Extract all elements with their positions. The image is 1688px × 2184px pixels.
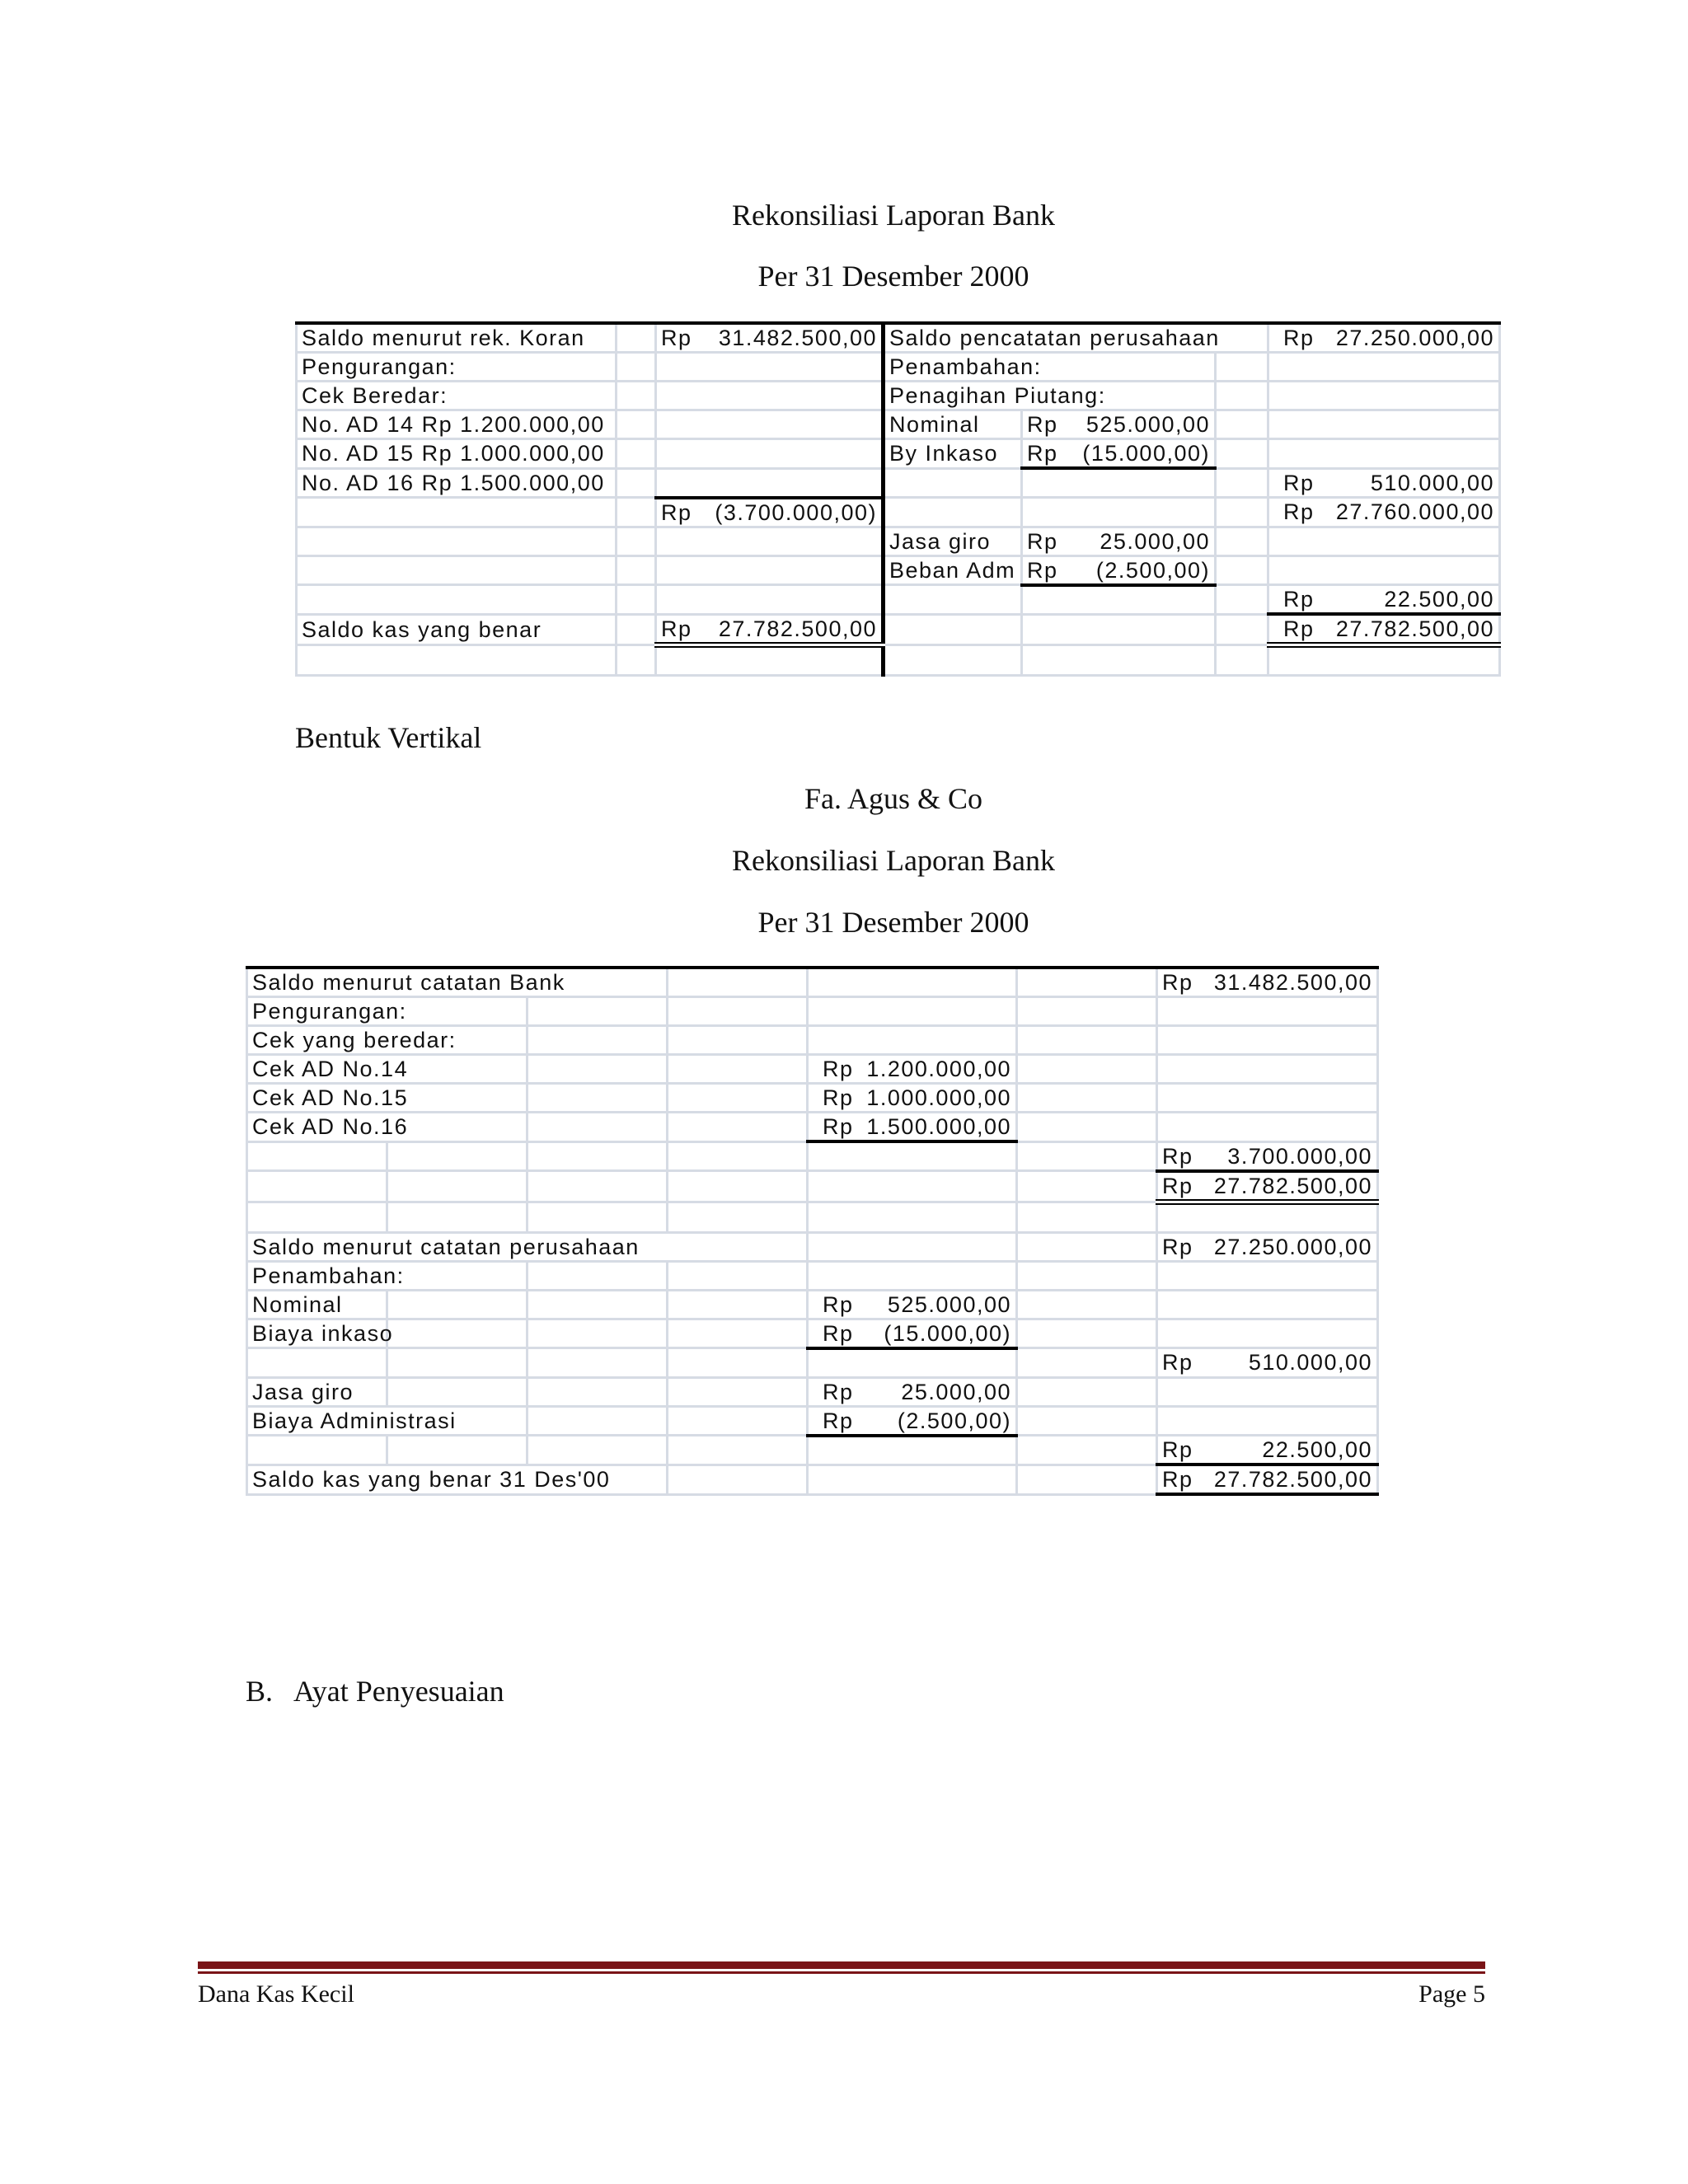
table-row: No. AD 14 Rp 1.200.000,00 Nominal Rp 525.000,00 xyxy=(297,410,1500,439)
table-row: Biaya Administrasi Rp (2.500,00) xyxy=(247,1406,1378,1436)
pengurangan-label: Pengurangan: xyxy=(247,997,528,1026)
left-saldo-benar-label: Saldo kas yang benar xyxy=(297,614,617,645)
cek15-amount: 1.000.000,00 xyxy=(866,1085,1011,1110)
table-row: Cek AD No.14 Rp 1.200.000,00 xyxy=(247,1055,1378,1084)
nominal-amount: 525.000,00 xyxy=(887,1291,1011,1317)
jasa-amount: 25.000,00 xyxy=(901,1379,1011,1404)
table-row: No. AD 15 Rp 1.000.000,00 By Inkaso Rp (15.000,00) xyxy=(297,439,1500,469)
saldo-perusahaan-label: Saldo menurut catatan perusahaan xyxy=(247,1232,808,1261)
left-cek-beredar: Cek Beredar: xyxy=(297,382,617,410)
right-subtotal2: 22.500,00 xyxy=(1384,587,1494,612)
saldo-bank-amount: 31.482.500,00 xyxy=(1213,970,1372,995)
table-row xyxy=(247,1026,1378,1055)
right-jasa-amount: 25.000,00 xyxy=(1100,528,1210,554)
table-row: Saldo kas yang benar 31 Des'00 Rp 27.782.500,00 xyxy=(247,1465,1378,1494)
right-nominal-amount: 525.000,00 xyxy=(1085,412,1210,437)
table-row xyxy=(297,382,1500,410)
right-total1: 27.760.000,00 xyxy=(1335,499,1494,525)
table-row: Saldo menurut rek. Koran Rp 31.482.500,00 Saldo pencatatan perusahaan Rp 27.250.000,00 xyxy=(297,323,1500,353)
table-row: Nominal Rp 525.000,00 xyxy=(247,1290,1378,1319)
left-saldo-benar-amount: 27.782.500,00 xyxy=(718,616,877,641)
right-inkaso-label: By Inkaso xyxy=(884,439,1022,469)
table-row: Rp (3.700.000,00) Rp 27.760.000,00 xyxy=(297,498,1500,527)
table-row: Rp 22.500,00 xyxy=(247,1436,1378,1465)
table-row: Cek AD No.15 Rp 1.000.000,00 xyxy=(247,1084,1378,1113)
table-row xyxy=(247,1261,1378,1290)
right-final: 27.782.500,00 xyxy=(1335,616,1494,641)
table-row xyxy=(247,997,1378,1026)
right-inkaso-amount: (15.000,00) xyxy=(1082,441,1210,466)
footer-left: Dana Kas Kecil xyxy=(198,1980,354,2008)
cek14-amount: 1.200.000,00 xyxy=(866,1057,1011,1081)
bottom-title: Rekonsiliasi Laporan Bank xyxy=(732,844,1055,877)
total-cek-amount: 3.700.000,00 xyxy=(1227,1143,1372,1169)
section-label: Bentuk Vertikal xyxy=(295,721,482,754)
table-row: No. AD 16 Rp 1.500.000,00 Rp 510.000,00 xyxy=(297,468,1500,498)
table-row: Saldo menurut catatan Bank Rp 31.482.500,00 xyxy=(247,968,1378,997)
inkaso-amount: (15.000,00) xyxy=(884,1320,1011,1346)
final-label: Saldo kas yang benar 31 Des'00 xyxy=(247,1465,668,1494)
table-row: Rp 27.782.500,00 xyxy=(247,1171,1378,1202)
bottom-period: Per 31 Desember 2000 xyxy=(757,906,1029,939)
jasa-label: Jasa giro xyxy=(247,1377,387,1406)
table-row xyxy=(247,1202,1378,1232)
cek16-amount: 1.500.000,00 xyxy=(866,1114,1011,1139)
reconciliation-table-vertical xyxy=(246,966,1379,1496)
footer-rule-thin xyxy=(198,1971,1485,1974)
company-name: Fa. Agus & Co xyxy=(804,782,983,815)
heading-ayat-penyesuaian: B. Ayat Penyesuaian xyxy=(246,1675,504,1708)
left-saldo-label: Saldo menurut rek. Koran xyxy=(297,323,617,353)
subtotal2-amount: 22.500,00 xyxy=(1262,1437,1372,1462)
right-subtotal1: 510.000,00 xyxy=(1370,470,1494,495)
table-row xyxy=(297,645,1500,676)
cek16-label: Cek AD No.16 xyxy=(247,1113,528,1142)
right-saldo-amount: 27.250.000,00 xyxy=(1335,326,1494,350)
cek15-label: Cek AD No.15 xyxy=(247,1084,528,1113)
table-row: Biaya inkaso Rp (15.000,00) xyxy=(247,1319,1378,1348)
right-beban-label: Beban Adm xyxy=(884,555,1022,585)
table-row: Jasa giro Rp 25.000,00 xyxy=(247,1377,1378,1406)
footer-rule xyxy=(198,1961,1485,1969)
right-nominal-label: Nominal xyxy=(884,410,1022,439)
table-row: Rp 510.000,00 xyxy=(247,1348,1378,1378)
left-total-cek: (3.700.000,00) xyxy=(715,499,877,525)
right-beban-amount: (2.500,00) xyxy=(1095,557,1210,583)
right-penambahan: Penambahan: xyxy=(884,353,1216,382)
table-row: Saldo menurut catatan perusahaan Rp 27.250.000,00 xyxy=(247,1232,1378,1261)
left-no-ad15: No. AD 15 Rp 1.000.000,00 xyxy=(297,439,617,469)
saldo-setelah-amount: 27.782.500,00 xyxy=(1213,1173,1372,1198)
subtotal1-amount: 510.000,00 xyxy=(1248,1350,1372,1376)
left-no-ad14: No. AD 14 Rp 1.200.000,00 xyxy=(297,410,617,439)
saldo-perusahaan-amount: 27.250.000,00 xyxy=(1213,1234,1372,1259)
table-row: Saldo kas yang benar Rp 27.782.500,00 Rp 27.782.500,00 xyxy=(297,614,1500,645)
final-amount: 27.782.500,00 xyxy=(1213,1467,1372,1492)
admin-label: Biaya Administrasi xyxy=(247,1406,528,1436)
footer-page-number: Page 5 xyxy=(1418,1980,1485,2008)
cek-beredar-label: Cek yang beredar: xyxy=(247,1026,528,1055)
table-row: Rp 22.500,00 xyxy=(297,585,1500,615)
table-row: Rp 3.700.000,00 xyxy=(247,1141,1378,1171)
table-row: Jasa giro Rp 25.000,00 xyxy=(297,527,1500,555)
table-row: Cek AD No.16 Rp 1.500.000,00 xyxy=(247,1113,1378,1142)
left-saldo-amount: 31.482.500,00 xyxy=(718,326,877,350)
left-no-ad16: No. AD 16 Rp 1.500.000,00 xyxy=(297,468,617,498)
right-jasa-label: Jasa giro xyxy=(884,527,1022,555)
reconciliation-table-horizontal xyxy=(295,321,1501,677)
penambahan-label: Penambahan: xyxy=(247,1261,528,1290)
saldo-bank-label: Saldo menurut catatan Bank xyxy=(247,968,668,997)
right-penagihan: Penagihan Piutang: xyxy=(884,382,1216,410)
table-row xyxy=(297,353,1500,382)
top-title: Rekonsiliasi Laporan Bank xyxy=(732,199,1055,232)
left-pengurangan: Pengurangan: xyxy=(297,353,617,382)
admin-amount: (2.500,00) xyxy=(897,1408,1011,1433)
nominal-label: Nominal xyxy=(247,1290,387,1319)
right-saldo-label: Saldo pencatatan perusahaan xyxy=(884,323,1268,353)
cek14-label: Cek AD No.14 xyxy=(247,1055,528,1084)
table-row: Beban Adm Rp (2.500,00) xyxy=(297,555,1500,585)
top-period: Per 31 Desember 2000 xyxy=(757,260,1029,293)
inkaso-label: Biaya inkaso xyxy=(247,1319,387,1348)
